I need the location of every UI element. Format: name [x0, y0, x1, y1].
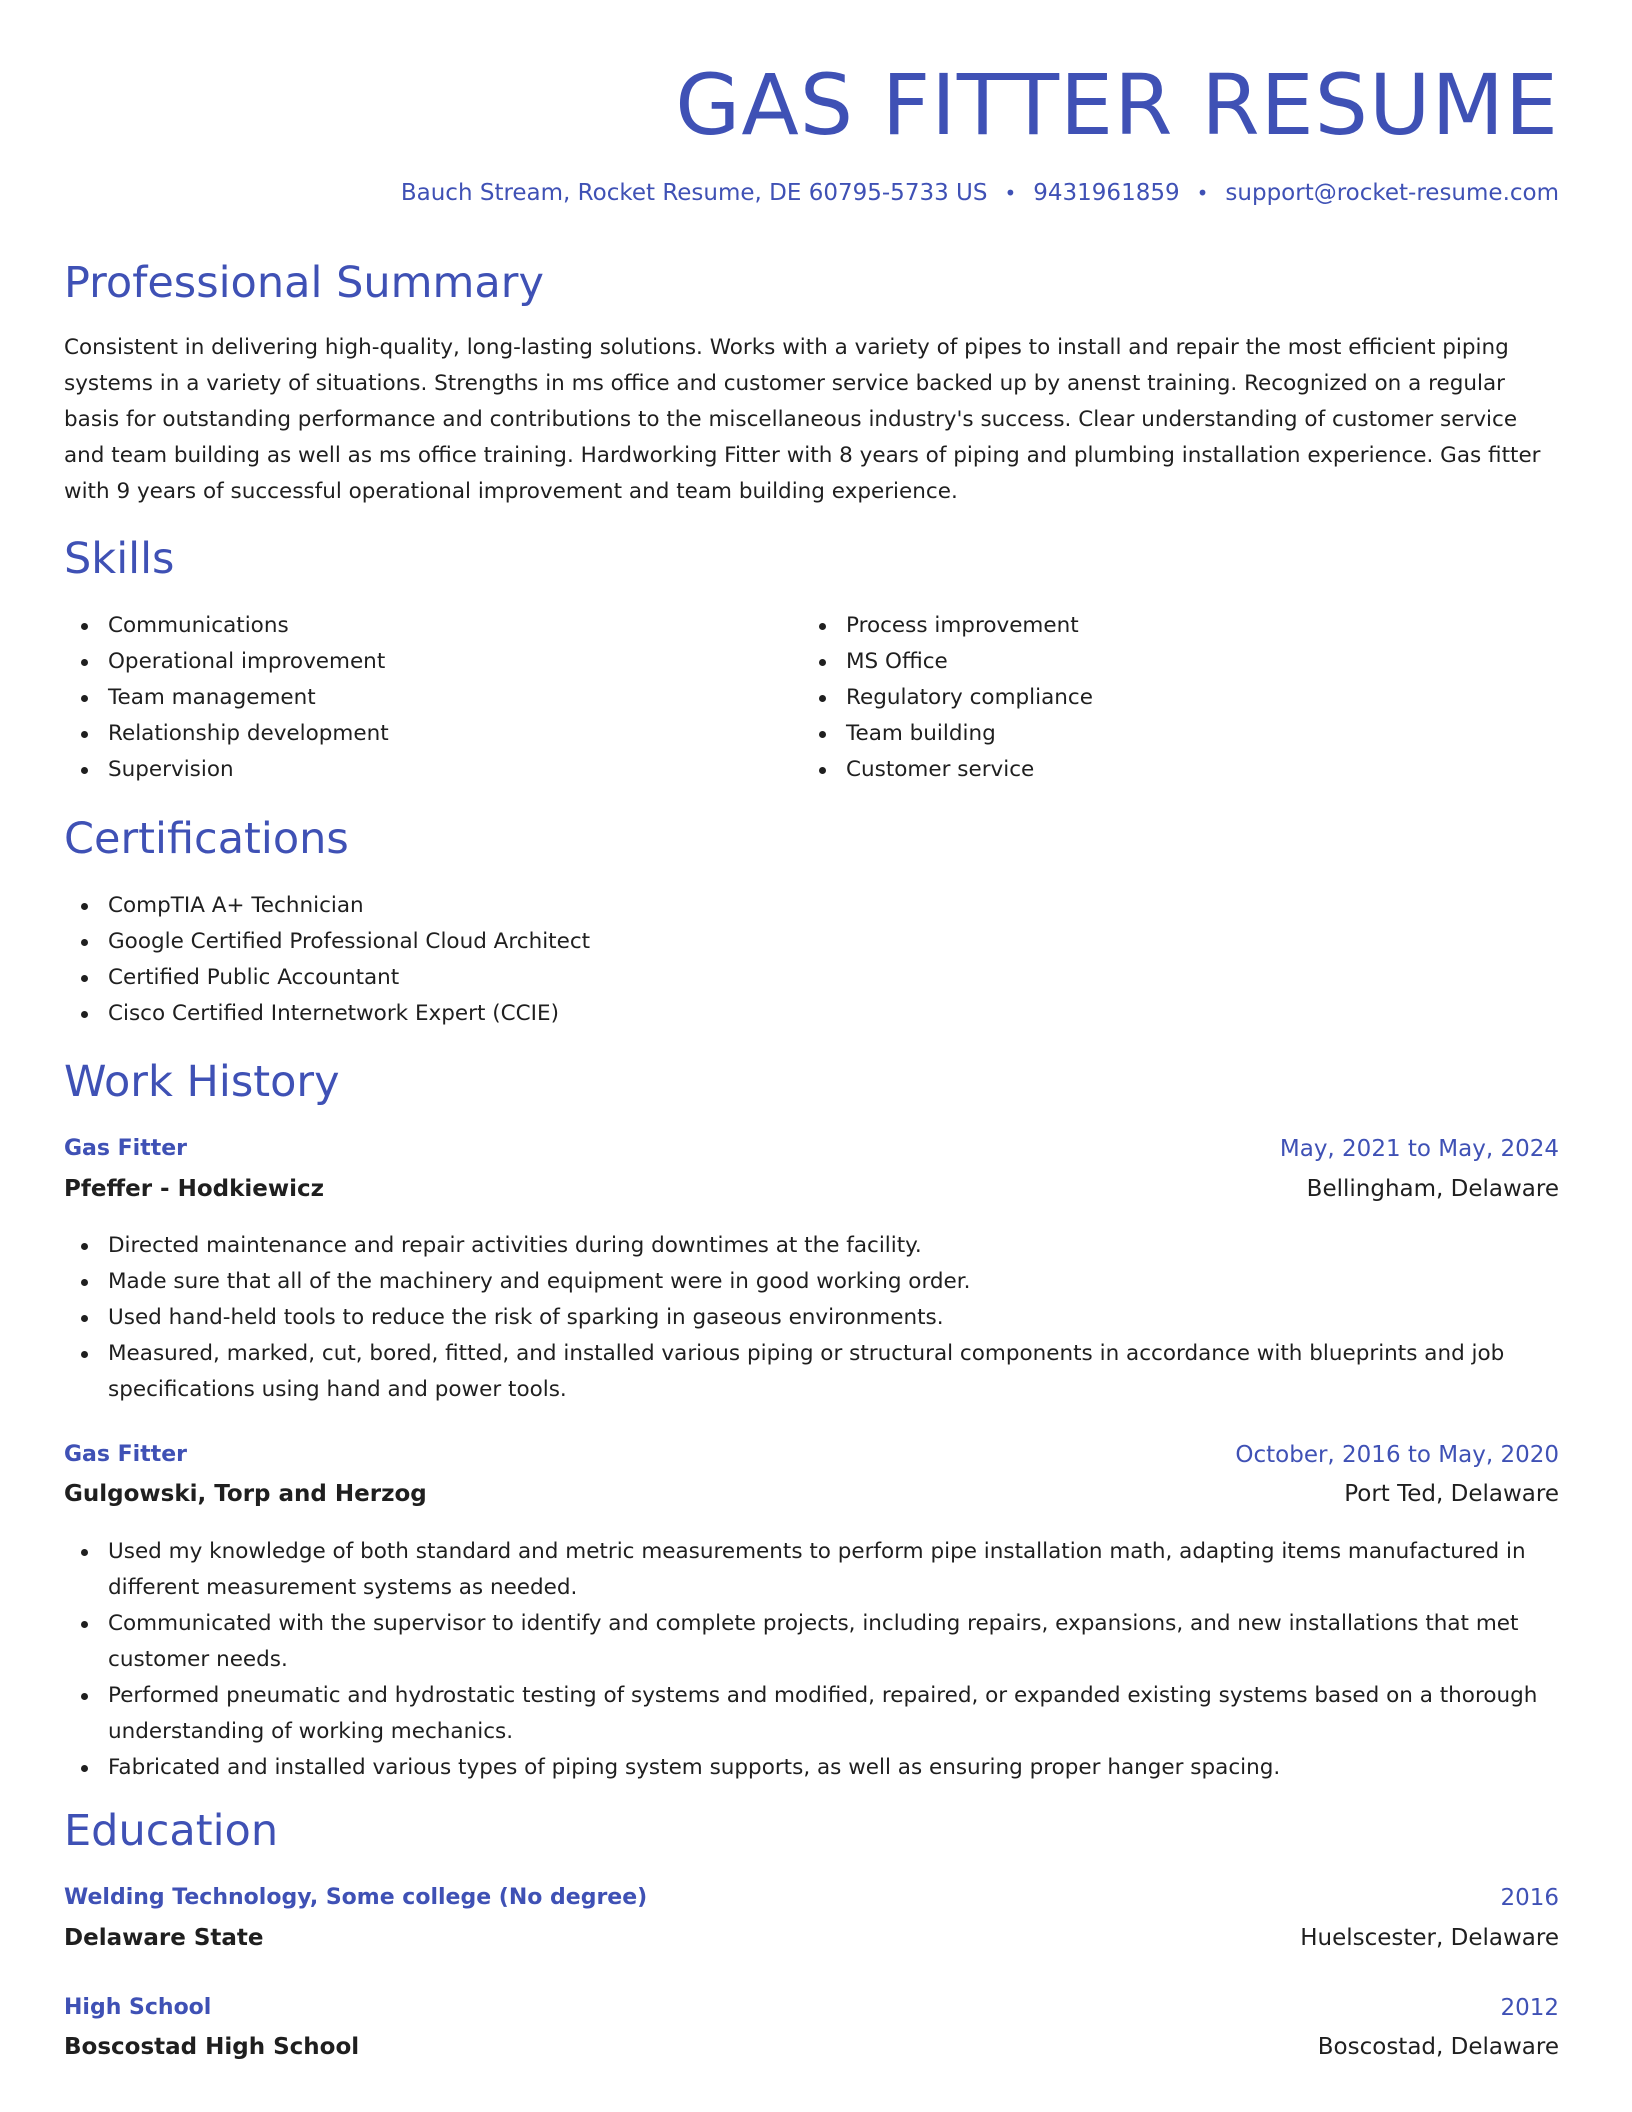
job-employer: Gulgowski, Torp and Herzog	[64, 1481, 427, 1507]
list-item: Supervision	[64, 752, 764, 788]
list-item: Fabricated and installed various types of piping system supports, as well as ensuring proper hanger spacing.	[64, 1750, 1559, 1786]
list-item: Regulatory compliance	[802, 680, 1502, 716]
contact-address: Bauch Stream, Rocket Resume, DE 60795-5733 US	[400, 180, 988, 206]
list-item: Made sure that all of the machinery and equipment were in good working order.	[64, 1264, 1559, 1300]
list-item: Operational improvement	[64, 644, 764, 680]
list-item: CompTIA A+ Technician	[64, 888, 1559, 924]
job-bullets	[64, 1534, 1559, 1786]
contact-separator: •	[1004, 181, 1017, 205]
job-location: Port Ted, Delaware	[1344, 1481, 1559, 1507]
skills-list-right	[802, 608, 1502, 788]
list-item: Process improvement	[802, 608, 1502, 644]
job-header	[64, 1442, 1559, 1468]
job-title: Gas Fitter	[64, 1136, 188, 1161]
list-item: Performed pneumatic and hydrostatic testing of systems and modified, repaired, or expanded existing systems based on a thorough understanding of working mechanics.	[64, 1678, 1559, 1750]
section-heading-certifications: Certifications	[64, 814, 349, 864]
job-employer-row	[64, 1176, 1559, 1202]
contact-separator: •	[1196, 181, 1209, 205]
education-header	[64, 1885, 1559, 1911]
list-item: Google Certified Professional Cloud Architect	[64, 924, 1559, 960]
summary-text: Consistent in delivering high-quality, long-lasting solutions. Works with a variety of pipes to install and repair the most efficient piping systems in a variety of situations. Strengths in ms office and customer service backed up by anenst training. Recognized on a regular basis for outstanding performance and contributions to the miscellaneous industry's success. Clear understanding of customer service and team building as well as ms office training. Hardworking Fitter with 8 years of piping and plumbing installation experience. Gas fitter with 9 years of successful operational improvement and team building experience.	[64, 335, 1541, 504]
job-header	[64, 1136, 1559, 1162]
job-employer: Pfeffer - Hodkiewicz	[64, 1176, 325, 1202]
education-year: 2016	[1500, 1885, 1559, 1911]
certifications-list	[64, 888, 1559, 1032]
education-location: Huelscester, Delaware	[1300, 1925, 1559, 1951]
skills-list-left	[64, 608, 764, 788]
list-item: Cisco Certified Internetwork Expert (CCIE)	[64, 996, 1559, 1032]
education-year: 2012	[1500, 1995, 1559, 2021]
list-item: Customer service	[802, 752, 1502, 788]
education-location: Boscostad, Delaware	[1317, 2034, 1559, 2060]
list-item: Team building	[802, 716, 1502, 752]
contact-line	[401, 180, 1559, 206]
education-header	[64, 1995, 1559, 2021]
education-school: Delaware State	[64, 1925, 264, 1951]
list-item: Used hand-held tools to reduce the risk of sparking in gaseous environments.	[64, 1300, 1559, 1336]
contact-email: support@rocket-resume.com	[1225, 180, 1559, 206]
job-dates: May, 2021 to May, 2024	[1279, 1136, 1559, 1162]
list-item: MS Office	[802, 644, 1502, 680]
section-heading-summary: Professional Summary	[64, 258, 544, 308]
section-heading-education: Education	[64, 1806, 279, 1856]
section-heading-skills: Skills	[64, 534, 175, 584]
job-title: Gas Fitter	[64, 1442, 188, 1467]
list-item: Communicated with the supervisor to identify and complete projects, including repairs, expansions, and new installations that met customer needs.	[64, 1606, 1559, 1678]
job-bullets	[64, 1228, 1559, 1408]
list-item: Used my knowledge of both standard and metric measurements to perform pipe installation math, adapting items manufactured in different measurement systems as needed.	[64, 1534, 1559, 1606]
list-item: Communications	[64, 608, 764, 644]
education-school-row	[64, 1925, 1559, 1951]
contact-phone: 9431961859	[1033, 180, 1180, 206]
job-location: Bellingham, Delaware	[1306, 1176, 1559, 1202]
education-school: Boscostad High School	[64, 2034, 360, 2060]
list-item: Measured, marked, cut, bored, fitted, and installed various piping or structural components in accordance with blueprints and job specifications using hand and power tools.	[64, 1336, 1559, 1408]
resume-title: GAS FITTER RESUME	[675, 56, 1559, 154]
list-item: Team management	[64, 680, 764, 716]
education-degree: High School	[64, 1995, 212, 2020]
list-item: Certified Public Accountant	[64, 960, 1559, 996]
education-degree: Welding Technology, Some college (No degree)	[64, 1885, 648, 1910]
job-employer-row	[64, 1481, 1559, 1507]
resume-page	[64, 0, 1559, 2112]
list-item: Relationship development	[64, 716, 764, 752]
job-dates: October, 2016 to May, 2020	[1235, 1442, 1559, 1468]
section-heading-work-history: Work History	[64, 1057, 340, 1107]
education-school-row	[64, 2034, 1559, 2060]
list-item: Directed maintenance and repair activities during downtimes at the facility.	[64, 1228, 1559, 1264]
